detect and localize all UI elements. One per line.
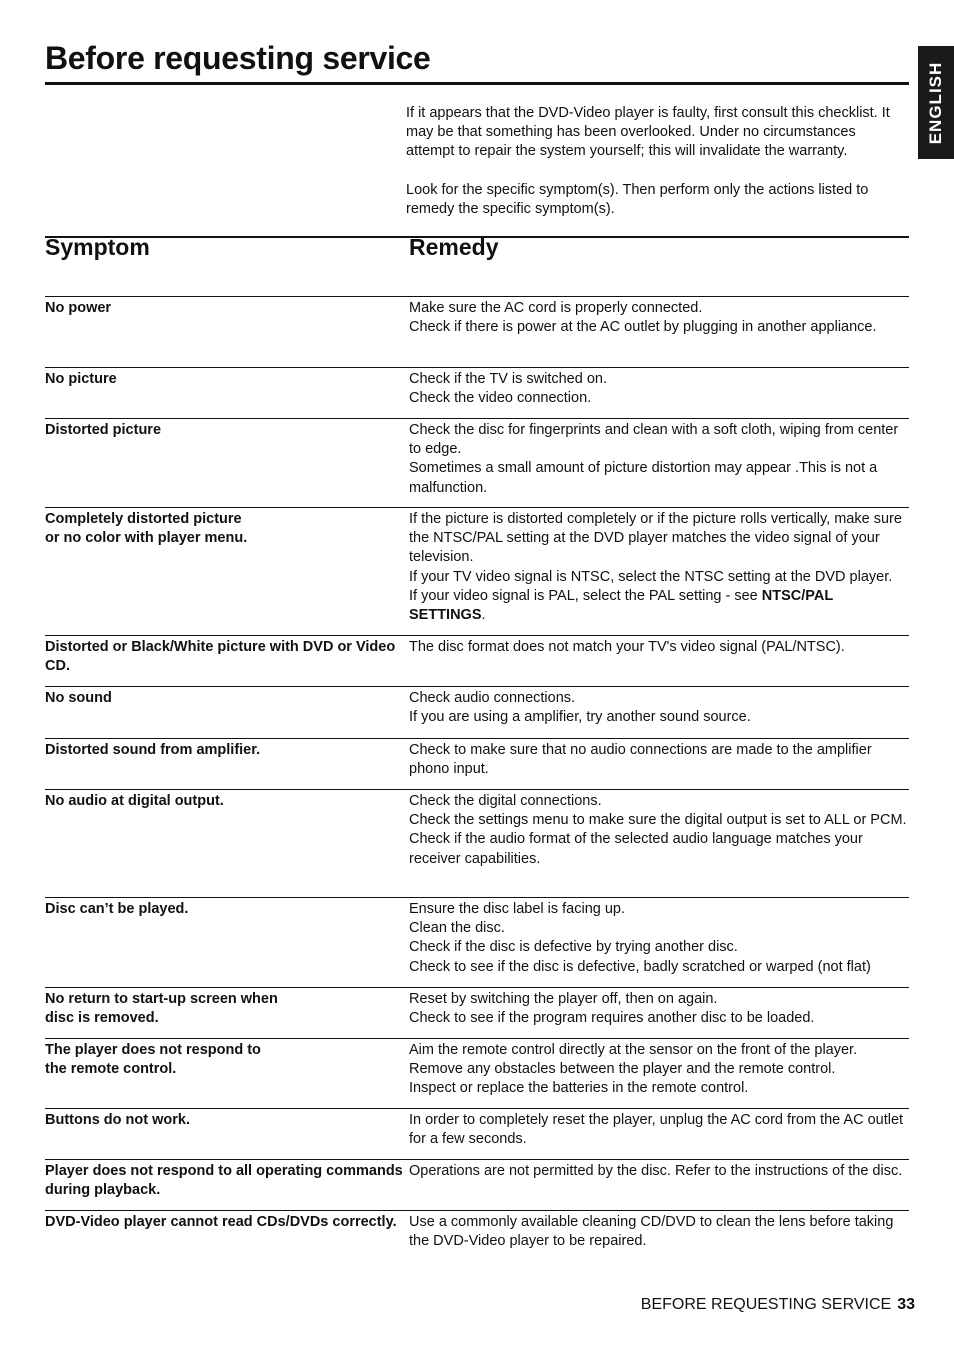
language-tab bbox=[918, 46, 954, 159]
page-number: 33 bbox=[897, 1296, 915, 1313]
symptom-header: Symptom bbox=[45, 234, 150, 260]
symptom-cell: Distorted or Black/White picture with DVD or Video CD. bbox=[45, 639, 396, 675]
language-tab-label: ENGLISH bbox=[926, 61, 945, 144]
symptom-cell: No picture bbox=[45, 371, 117, 387]
intro-text bbox=[406, 104, 906, 238]
table-row bbox=[45, 1159, 909, 1210]
table-row bbox=[45, 1210, 909, 1262]
table-row bbox=[45, 1038, 909, 1108]
remedy-cell: Reset by switching the player off, then on again. Check to see if the program requires another disc to be loaded. bbox=[409, 991, 815, 1027]
remedy-cell: Ensure the disc label is facing up. Clean the disc. Check if the disc is defective by trying another disc. Check to see if the disc is defective, badly scratched or warped (not flat) bbox=[409, 901, 871, 975]
symptom-cell: Completely distorted picture or no color with player menu. bbox=[45, 511, 248, 547]
table-row bbox=[45, 738, 909, 789]
table-row bbox=[45, 418, 909, 507]
settings-reference: NTSC/PAL SETTINGS bbox=[409, 587, 833, 624]
page-title: Before requesting service bbox=[45, 40, 431, 76]
intro-paragraph-1: If it appears that the DVD-Video player is faulty, first consult this checklist. It may be that something has been overlooked. Under no circumstances attempt to repair the system yourself; this will invalidate the warranty. bbox=[406, 105, 890, 160]
remedy-cell: Make sure the AC cord is properly connected. Check if there is power at the AC outlet by plugging in another appliance. bbox=[409, 300, 877, 336]
footer-section: BEFORE REQUESTING SERVICE bbox=[640, 1296, 892, 1313]
remedy-cell: Check the digital connections. Check the settings menu to make sure the digital output is set to ALL or PCM. Check if the audio format of the selected audio language matches your receiver capabilities. bbox=[409, 793, 907, 867]
symptom-cell: DVD-Video player cannot read CDs/DVDs correctly. bbox=[45, 1214, 397, 1230]
remedy-cell: Operations are not permitted by the disc. Refer to the instructions of the disc. bbox=[409, 1163, 903, 1179]
table-row bbox=[45, 789, 909, 897]
remedy-cell bbox=[409, 510, 913, 623]
symptom-cell: Player does not respond to all operating commands during playback. bbox=[45, 1163, 403, 1199]
troubleshooting-table bbox=[45, 296, 909, 1262]
page-footer bbox=[641, 1296, 915, 1314]
remedy-cell: Check the disc for fingerprints and clean with a soft cloth, wiping from center to edge. Sometimes a small amount of picture distortion may appear .This is not a malfunction. bbox=[409, 422, 899, 496]
remedy-cell: Use a commonly available cleaning CD/DVD to clean the lens before taking the DVD-Video player to be repaired. bbox=[409, 1214, 894, 1250]
table-row bbox=[45, 686, 909, 738]
table-row bbox=[45, 296, 909, 367]
symptom-cell: The player does not respond to the remote control. bbox=[45, 1042, 261, 1078]
intro-paragraph-2: Look for the specific symptom(s). Then perform only the actions listed to remedy the specific symptom(s). bbox=[406, 181, 869, 217]
remedy-cell: Check if the TV is switched on. Check the video connection. bbox=[409, 371, 607, 407]
remedy-cell: The disc format does not match your TV's video signal (PAL/NTSC). bbox=[409, 639, 845, 655]
remedy-cell: Check audio connections. If you are using a amplifier, try another sound source. bbox=[409, 690, 751, 726]
table-row bbox=[45, 507, 909, 635]
remedy-cell: Check to make sure that no audio connections are made to the amplifier phono input. bbox=[409, 742, 872, 778]
symptom-cell: Disc can’t be played. bbox=[45, 901, 189, 917]
symptom-cell: No power bbox=[45, 300, 112, 316]
symptom-cell: No sound bbox=[45, 690, 112, 706]
symptom-cell: Distorted picture bbox=[45, 422, 162, 438]
remedy-cell: In order to completely reset the player, unplug the AC cord from the AC outlet for a few seconds. bbox=[409, 1112, 904, 1148]
table-row bbox=[45, 897, 909, 987]
table-row bbox=[45, 635, 909, 686]
remedy-text-end: . bbox=[481, 607, 486, 624]
remedy-header: Remedy bbox=[409, 234, 499, 260]
table-row bbox=[45, 987, 909, 1038]
symptom-cell: Buttons do not work. bbox=[45, 1112, 190, 1128]
symptom-cell: No audio at digital output. bbox=[45, 793, 224, 809]
symptom-cell: No return to start-up screen when disc is removed. bbox=[45, 991, 278, 1027]
remedy-text: If the picture is distorted completely or if the picture rolls vertically, make sure the NTSC/PAL setting at the DVD player matches the video signal of your television. If your TV video signal is NTSC, select the NTSC setting at the DVD player. If your video signal is PAL, select the PAL setting - see bbox=[409, 511, 902, 604]
remedy-cell: Aim the remote control directly at the sensor on the front of the player. Remove any obstacles between the player and the remote control. Inspect or replace the batteries in the remote control. bbox=[409, 1042, 858, 1097]
table-row bbox=[45, 367, 909, 418]
symptom-cell: Distorted sound from amplifier. bbox=[45, 742, 261, 758]
table-row bbox=[45, 1108, 909, 1159]
title-rule bbox=[45, 82, 909, 85]
